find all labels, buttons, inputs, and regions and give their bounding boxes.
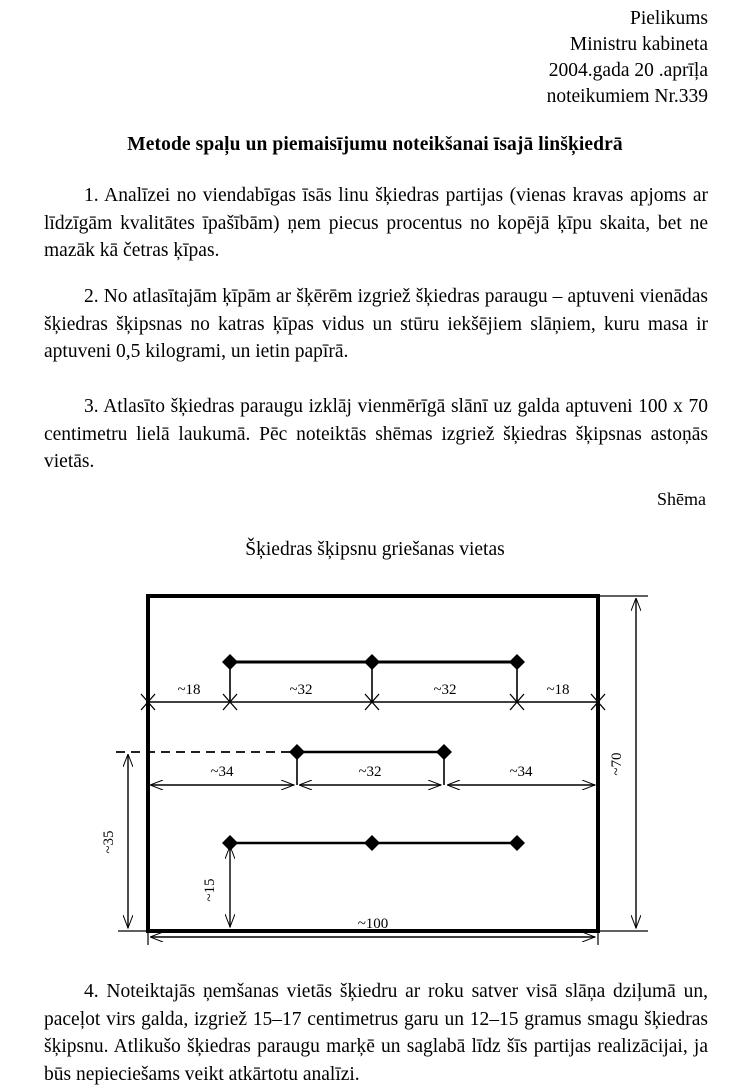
- dim-row2-seg1: ~34: [210, 764, 234, 780]
- dim-row1-seg3: ~32: [433, 682, 457, 698]
- sample-point-diamond: [509, 835, 525, 851]
- dimension-vert-15: [202, 847, 230, 927]
- paragraph-2: 2. No atlasītajām ķīpām ar šķērēm izgriež šķiedras paraugu – aptuveni vienādas šķiedras šķipsnas no katras ķīpas vidus un stūru iekšējiem slāņiem, kuru masa ir aptuveni 0,5 kilogrami, un ietin papīrā.: [44, 286, 708, 362]
- header-line-2: Ministru kabineta: [569, 34, 708, 55]
- sample-row-top: [222, 654, 525, 702]
- scheme-title: Šķiedras šķipsnu griešanas vietas: [245, 539, 505, 560]
- paragraph-1: 1. Analīzei no viendabīgas īsās linu šķiedras partijas (vienas kravas apjoms ar līdzīgām kvalitātes īpašībām) ņem piecus procentus no kopējā ķīpu skaita, bet ne mazāk kā četras ķīpas.: [44, 185, 708, 261]
- sample-row-middle: [116, 744, 452, 785]
- document-header: [547, 6, 708, 110]
- header-line-3: 2004.gada 20 .aprīļa: [548, 60, 708, 81]
- dim-row2-seg2: ~32: [358, 764, 382, 780]
- scheme-diagram: [0, 580, 750, 950]
- dimension-vert-35: [101, 755, 150, 931]
- dim-vert-left: ~35: [101, 830, 117, 854]
- dim-vert-right: ~70: [609, 752, 625, 776]
- paragraph-4: 4. Noteiktajās ņemšanas vietās šķiedru ar roku satver visā slāņa dziļumā un, paceļot virs galda, izgriež 15–17 centimetrus garu un 12–15 gramus smagu šķiedras šķipsnu. Atlikušo šķiedras paraugu marķē un saglabā līdz šīs partijas realizācijai, ja būs nepieciešams veikt atkārtotu analīzi.: [44, 981, 708, 1085]
- dim-row2-seg3: ~34: [509, 764, 533, 780]
- shema-label: Shēma: [657, 489, 706, 509]
- dimension-row-top: [141, 682, 605, 710]
- dim-row1-seg4: ~18: [546, 682, 570, 698]
- paragraph-3: 3. Atlasīto šķiedras paraugu izklāj vienmērīgā slānī uz galda aptuveni 100 x 70 centimetru lielā laukumā. Pēc noteiktās shēmas izgriež šķiedras šķipsnas astoņās vietās.: [44, 396, 708, 472]
- header-line-1: Pielikums: [629, 8, 708, 29]
- dimension-row-middle: [151, 764, 595, 785]
- dim-vert-bottom: ~15: [202, 878, 218, 902]
- header-line-4: noteikumiem Nr.339: [546, 86, 708, 107]
- dim-row1-seg1: ~18: [177, 682, 201, 698]
- page-title: Metode spaļu un piemaisījumu noteikšanai īsajā linšķiedrā: [127, 134, 623, 155]
- dimension-vert-70: [598, 596, 648, 931]
- sample-point-diamond: [364, 835, 380, 851]
- dim-row1-seg2: ~32: [289, 682, 313, 698]
- sample-row-bottom: [222, 835, 525, 851]
- dim-width-total: ~100: [357, 916, 389, 932]
